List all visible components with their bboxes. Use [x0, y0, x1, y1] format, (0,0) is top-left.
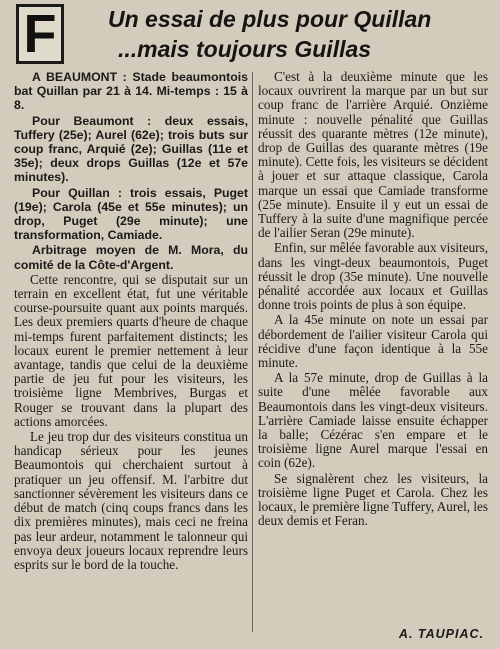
body-paragraph: Se signalèrent chez les visiteurs, la troisième ligne Puget et Carola. Chez les locaux, le première ligne Tuffery, Aurel, les deux demis et Feran. [258, 470, 488, 529]
summary-referee: Arbitrage moyen de M. Mora, du comité de la Côte-d'Argent. [14, 243, 248, 272]
left-column [14, 70, 248, 573]
article-header [8, 4, 494, 68]
body-paragraph: Le jeu trop dur des visiteurs constitua un handicap sérieux pour les jeunes Beaumontois qui cherchaient surtout à pratiquer un jeu offensif. M. l'arbitre dut sanctionner sévèrement les visiteurs dans ce début de match (cinq coups francs dans les dix premières minutes), mais ceci ne freina pas leur ardeur, notamment le talonneur qui envoya deux joueurs locaux reprendre leurs esprits sur le bord de la touche. [14, 429, 248, 572]
headline-line-1: Un essai de plus pour Quillan [108, 6, 432, 32]
right-column [258, 70, 488, 530]
headline-line-2: ...mais toujours Guillas [118, 36, 372, 62]
column-divider [252, 72, 253, 632]
body-paragraph: C'est à la deuxième minute que les locaux ouvrirent la marque par un but sur coup franc de l'arrière Arquié. Onzième minute : nouvelle pénalité que Guillas réussit des quarante mètres (12e minute), drop de Guillas des quarante mètres (19e minute). Cette fois, les visiteurs se décident à jouer et sur attaque classique, Carola marque un essai que Camiade transforme (25e minute). Ensuite il y eut un essai de Tuffery à la suite d'une magnifique percée de l'ailier Seran (29e minute). [258, 69, 488, 241]
body-paragraph: Enfin, sur mêlée favorable aux visiteurs, dans les vingt-deux beaumontois, Puget réussit le drop (35e minute). Une nouvelle pénalité accordée aux locaux et Guillas donne trois points de plus à son équipe. [258, 240, 488, 313]
body-paragraph: A la 45e minute on note un essai par débordement de l'ailier visiteur Carola qui récidive d'une façon identique à la 55e minute. [258, 312, 488, 371]
headline [108, 4, 498, 64]
summary-score: A BEAUMONT : Stade beaumontois bat Quillan par 21 à 14. Mi-temps : 15 à 8. [14, 70, 248, 113]
summary-beaumont-scorers: Pour Beaumont : deux essais, Tuffery (25e); Aurel (62e); trois buts sur coup franc, Arquié (2e); Guillas (11e et 35e); deux drops Guillas (12e et 57e minutes). [14, 113, 248, 185]
summary-quillan-scorers: Pour Quillan : trois essais, Puget (19e); Carola (45e et 55e minutes); un drop, Puget (29e minute); une transformation, Camiade. [14, 185, 248, 243]
section-letter-box: F [16, 4, 64, 64]
body-paragraph: A la 57e minute, drop de Guillas à la suite d'une mêlée favorable aux Beaumontois dans les vingt-deux visiteurs. L'arrière Camiade laisse ensuite échapper la balle; Cézérac s'en empare et le troisième ligne Aurel marque l'essai en coin (62e). [258, 370, 488, 471]
body-paragraph: Cette rencontre, qui se disputait sur un terrain en excellent état, fut une véritable course-poursuite quant aux points marqués. Les deux premiers quarts d'heure de chaque mi-temps furent parfaitement distincts; les locaux eurent le premier nettement à leur avantage, tandis que celui de la deuxième partie de jeu fut pour les visiteurs, les troisième ligne Membrives, Burgas et Rouger se trouvant dans la plupart des actions amorcées. [14, 271, 248, 429]
author-signature: A. TAUPIAC. [398, 627, 484, 641]
